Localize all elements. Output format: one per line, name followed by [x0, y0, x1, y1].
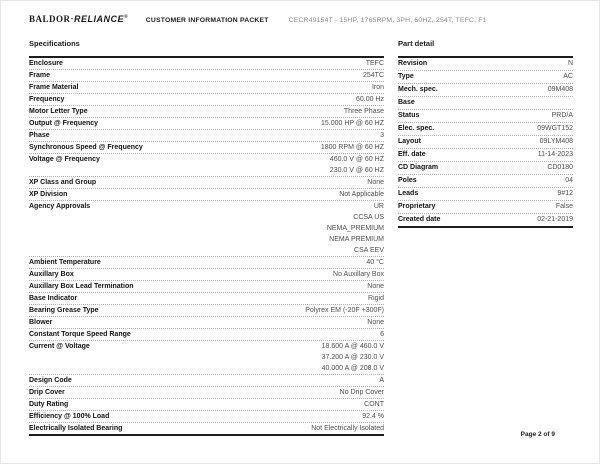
row-label: Voltage @ Frequency [29, 156, 100, 163]
row-values [440, 123, 573, 135]
table-row [29, 189, 384, 201]
row-values [73, 189, 384, 200]
table-row [29, 257, 384, 269]
row-label: CD Diagram [398, 164, 439, 171]
row-value: 6 [380, 331, 384, 338]
row-label: Proprietary [398, 203, 436, 210]
table-row [29, 411, 384, 423]
row-value: A [379, 377, 384, 384]
page-number: Page 2 of 9 [520, 431, 555, 438]
baldor-reliance-logo [29, 14, 128, 24]
row-value: 1800 RPM @ 60 HZ [320, 144, 384, 151]
row-label: Base [398, 99, 415, 106]
table-row [29, 269, 384, 281]
row-label: Auxillary Box [29, 271, 74, 278]
table-row [398, 110, 573, 123]
row-values [427, 136, 573, 148]
row-value: PRD/A [551, 112, 573, 119]
table-row [29, 423, 384, 434]
row-label: Synchronous Speed @ Frequency [29, 144, 143, 151]
row-values [71, 387, 384, 398]
table-row [398, 201, 573, 214]
table-row [398, 214, 573, 226]
specifications-section [29, 39, 384, 436]
row-label: Constant Torque Speed Range [29, 331, 131, 338]
row-values [96, 201, 384, 256]
row-label: Mech. spec. [398, 86, 438, 93]
row-values [96, 341, 384, 374]
table-row [29, 293, 384, 305]
specifications-heading: Specifications [29, 39, 80, 48]
table-row [398, 123, 573, 136]
product-description: CECR49154T - 15HP, 1765RPM, 3PH, 60HZ, 254T, TEFC, F1 [288, 17, 487, 24]
row-value: 11-14-2023 [537, 151, 573, 158]
row-values [94, 106, 384, 117]
row-label: Blower [29, 319, 53, 326]
row-values [107, 257, 384, 268]
row-value: 460.0 V @ 60 HZ [329, 156, 384, 163]
table-row [398, 162, 573, 175]
table-row [29, 305, 384, 317]
table-row [29, 130, 384, 142]
row-label: Efficiency @ 100% Load [29, 413, 110, 420]
row-values [105, 305, 384, 316]
table-row [29, 399, 384, 411]
row-value: UR [373, 203, 384, 210]
table-row [398, 71, 573, 84]
row-values [83, 293, 384, 304]
table-row [29, 281, 384, 293]
table-row [29, 94, 384, 106]
row-values [56, 70, 384, 81]
row-value: 60.00 Hz [355, 96, 384, 103]
row-label: Frame Material [29, 84, 79, 91]
row-value: 92.4 % [362, 413, 384, 420]
row-value: 09M408 [547, 86, 573, 93]
row-label: Ambient Temperature [29, 259, 101, 266]
row-value: Rigid [368, 295, 384, 302]
row-values [444, 162, 573, 174]
table-row [29, 317, 384, 329]
table-row [29, 70, 384, 82]
row-label: Auxillary Box Lead Termination [29, 283, 134, 290]
row-value: Polyrex EM (-20F +300F) [305, 307, 384, 314]
table-row [29, 201, 384, 257]
row-values [102, 177, 384, 188]
row-label: Elec. spec. [398, 125, 435, 132]
table-row [29, 375, 384, 387]
row-label: Frequency [29, 96, 65, 103]
part-detail-section [398, 39, 573, 228]
row-value: NEMA PREMIUM [329, 236, 384, 243]
row-values [140, 281, 384, 292]
logo-baldor: BALDOR [29, 14, 71, 24]
row-value: 09LYM408 [539, 138, 573, 145]
row-label: Current @ Voltage [29, 343, 90, 350]
table-row [398, 58, 573, 71]
row-value: 04 [565, 177, 573, 184]
table-row [29, 329, 384, 341]
row-values [80, 269, 384, 280]
row-label: Phase [29, 132, 50, 139]
row-value: N [567, 60, 573, 67]
row-value: CONT [364, 401, 384, 408]
row-values [420, 71, 573, 83]
row-values [444, 84, 573, 96]
row-values [433, 58, 573, 70]
table-row [29, 118, 384, 130]
row-values [70, 94, 384, 105]
table-row [29, 106, 384, 118]
row-label: Frame [29, 72, 51, 79]
row-label: Poles [398, 177, 417, 184]
row-values [424, 188, 573, 200]
table-row [29, 177, 384, 189]
row-label: Created date [398, 216, 441, 223]
row-value: No Auxillary Box [333, 271, 384, 278]
part-detail-table [398, 56, 573, 228]
row-label: Electrically Isolated Bearing [29, 425, 123, 432]
table-row [29, 387, 384, 399]
row-value: No Drip Cover [339, 389, 384, 396]
row-label: Eff. date [398, 151, 426, 158]
row-values [423, 175, 573, 187]
row-value: 9#12 [557, 190, 573, 197]
row-value: Three Phase [343, 108, 384, 115]
row-values [58, 317, 384, 328]
row-value: CD0180 [547, 164, 573, 171]
table-row [29, 154, 384, 177]
row-value: None [367, 179, 384, 186]
row-label: XP Division [29, 191, 68, 198]
registered-trademark-icon: ® [124, 15, 128, 20]
row-label: Layout [398, 138, 421, 145]
row-value: Not Applicable [339, 191, 384, 198]
row-value: 254TC [362, 72, 384, 79]
row-value: 3 [380, 132, 384, 139]
row-values [74, 399, 384, 410]
part-detail-heading: Part detail [398, 39, 435, 48]
table-row [29, 82, 384, 94]
row-values [84, 82, 384, 93]
row-label: Drip Cover [29, 389, 65, 396]
row-value: TEFC [365, 60, 384, 67]
row-values [106, 154, 384, 176]
row-value: 230.0 V @ 60 HZ [329, 167, 384, 174]
table-row [29, 58, 384, 70]
row-value: None [367, 283, 384, 290]
row-value: 09WGT152 [537, 125, 573, 132]
row-values [78, 375, 384, 386]
row-value: 15.000 HP @ 60 HZ [320, 120, 384, 127]
row-label: Motor Letter Type [29, 108, 88, 115]
row-values [446, 214, 573, 226]
row-label: Revision [398, 60, 428, 67]
row-values [104, 118, 384, 129]
table-row [398, 149, 573, 162]
table-row [29, 341, 384, 375]
logo-separator-dot: · [70, 14, 75, 24]
row-values [149, 142, 384, 153]
row-values [128, 423, 384, 434]
row-value: NEMA_PREMIUM [326, 225, 384, 232]
row-label: Design Code [29, 377, 72, 384]
row-value: 02-21-2019 [537, 216, 573, 223]
row-value: 40.000 A @ 208.0 V [321, 365, 384, 372]
row-values [115, 411, 384, 422]
row-value: Not Electrically Isolated [311, 425, 384, 432]
row-values [425, 110, 573, 122]
row-value: None [367, 319, 384, 326]
row-values [56, 130, 384, 141]
table-row [398, 84, 573, 97]
row-label: Bearing Grease Type [29, 307, 99, 314]
table-row [398, 188, 573, 201]
row-label: Duty Rating [29, 401, 69, 408]
row-label: Output @ Frequency [29, 120, 99, 127]
row-values [69, 58, 384, 69]
row-value: 18.600 A @ 460.0 V [321, 343, 384, 350]
row-label: Leads [398, 190, 419, 197]
document-header [29, 14, 579, 24]
row-label: Agency Approvals [29, 203, 91, 210]
document-title: CUSTOMER INFORMATION PACKET [145, 17, 269, 24]
row-value: 40 °C [366, 259, 384, 266]
row-values [137, 329, 384, 340]
row-label: Base Indicator [29, 295, 78, 302]
logo-reliance: RELIANCE [74, 14, 125, 24]
row-values [441, 201, 573, 213]
row-value: False [555, 203, 573, 210]
row-value: CSA EEV [354, 247, 384, 254]
row-value: Iron [371, 84, 384, 91]
table-row [398, 175, 573, 188]
specifications-table [29, 56, 384, 436]
row-values [432, 149, 573, 161]
row-value: AC [563, 73, 573, 80]
row-value: CCSA US [353, 214, 384, 221]
row-label: XP Class and Group [29, 179, 97, 186]
row-label: Type [398, 73, 414, 80]
table-row [398, 97, 573, 110]
row-label: Enclosure [29, 60, 63, 67]
table-row [398, 136, 573, 149]
row-label: Status [398, 112, 420, 119]
table-row [29, 142, 384, 154]
row-value: 37.200 A @ 230.0 V [321, 354, 384, 361]
